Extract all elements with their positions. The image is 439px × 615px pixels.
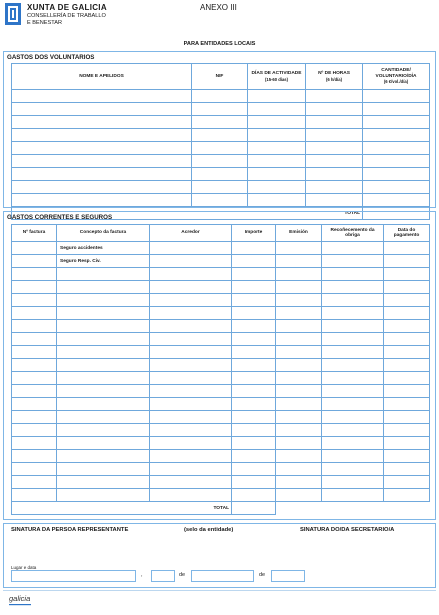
- col-nif-header: NIF: [192, 64, 248, 90]
- col-amount-header: Importe: [232, 225, 276, 242]
- col-name-header: NOME E APELIDOS: [12, 64, 192, 90]
- expense-cell[interactable]: [276, 242, 322, 255]
- expense-cell[interactable]: [150, 320, 232, 333]
- expense-cell[interactable]: [12, 463, 57, 476]
- volunteer-cell[interactable]: [306, 181, 363, 194]
- expense-cell[interactable]: [150, 255, 232, 268]
- col-issue-header: Emisión: [276, 225, 322, 242]
- expense-cell[interactable]: [12, 437, 57, 450]
- expense-cell[interactable]: [276, 307, 322, 320]
- expense-cell[interactable]: [276, 268, 322, 281]
- volunteer-cell[interactable]: [12, 90, 192, 103]
- volunteer-cell[interactable]: [248, 142, 306, 155]
- expense-cell[interactable]: [232, 424, 276, 437]
- expense-cell[interactable]: [12, 242, 57, 255]
- day-field[interactable]: [151, 570, 175, 582]
- volunteer-row: [12, 90, 430, 103]
- volunteer-cell[interactable]: [192, 194, 248, 207]
- expense-cell[interactable]: [322, 450, 384, 463]
- expense-row: [12, 476, 430, 489]
- volunteer-row: [12, 155, 430, 168]
- col-payment-date-header: Data do pagamento: [384, 225, 430, 242]
- expense-cell[interactable]: [232, 385, 276, 398]
- volunteer-cell[interactable]: [12, 103, 192, 116]
- expense-cell[interactable]: [232, 463, 276, 476]
- col-obligation-header: Recoñecemento da obriga: [322, 225, 384, 242]
- expense-cell[interactable]: [384, 307, 430, 320]
- expense-cell[interactable]: [384, 333, 430, 346]
- expense-cell[interactable]: [150, 398, 232, 411]
- volunteers-header-row: [12, 64, 430, 90]
- expense-cell[interactable]: [322, 424, 384, 437]
- expense-cell[interactable]: [384, 398, 430, 411]
- volunteer-cell[interactable]: [363, 129, 430, 142]
- secretary-signature-label: SINATURA DO/DA SECRETARIO/A: [300, 527, 395, 533]
- expense-cell[interactable]: [322, 307, 384, 320]
- volunteer-cell[interactable]: [248, 116, 306, 129]
- volunteer-cell[interactable]: [306, 142, 363, 155]
- expense-row: [12, 268, 430, 281]
- expense-cell[interactable]: [384, 320, 430, 333]
- expense-row: [12, 385, 430, 398]
- volunteer-cell[interactable]: [248, 155, 306, 168]
- expense-cell[interactable]: [232, 398, 276, 411]
- expense-cell[interactable]: [276, 424, 322, 437]
- place-date-label: Lugar e data: [11, 565, 37, 570]
- expense-cell[interactable]: [322, 398, 384, 411]
- comma-separator: ,: [141, 572, 143, 578]
- volunteer-cell[interactable]: [192, 155, 248, 168]
- footer-divider: [3, 590, 436, 591]
- expense-cell[interactable]: [150, 359, 232, 372]
- expense-cell[interactable]: [57, 333, 150, 346]
- expense-cell[interactable]: [150, 281, 232, 294]
- volunteer-cell[interactable]: [248, 194, 306, 207]
- expense-concept-prefilled[interactable]: Seguro Resp. Civ.: [57, 255, 150, 268]
- expense-cell[interactable]: [150, 372, 232, 385]
- expense-cell[interactable]: [12, 450, 57, 463]
- expense-cell[interactable]: [384, 424, 430, 437]
- expense-cell[interactable]: [322, 346, 384, 359]
- expense-cell[interactable]: [57, 411, 150, 424]
- expense-cell[interactable]: [57, 437, 150, 450]
- expense-row: [12, 489, 430, 502]
- expense-cell[interactable]: [57, 398, 150, 411]
- expense-cell[interactable]: [12, 333, 57, 346]
- expense-cell[interactable]: [150, 450, 232, 463]
- department-line-2: E BENESTAR: [27, 19, 63, 26]
- expense-cell[interactable]: [384, 281, 430, 294]
- expense-cell[interactable]: [12, 307, 57, 320]
- expense-row: [12, 411, 430, 424]
- expense-row: [12, 437, 430, 450]
- expense-cell[interactable]: [57, 476, 150, 489]
- expense-cell[interactable]: [232, 476, 276, 489]
- expense-cell[interactable]: [276, 398, 322, 411]
- volunteer-cell[interactable]: [363, 103, 430, 116]
- volunteer-cell[interactable]: [248, 90, 306, 103]
- expense-cell[interactable]: [232, 372, 276, 385]
- expense-cell[interactable]: [150, 307, 232, 320]
- expense-cell[interactable]: [150, 294, 232, 307]
- annex-title: ANEXO III: [200, 3, 237, 12]
- form-subtitle: PARA ENTIDADES LOCAIS: [183, 41, 256, 47]
- expense-cell[interactable]: [384, 359, 430, 372]
- expenses-header-row: [12, 225, 430, 242]
- expense-cell[interactable]: [322, 463, 384, 476]
- expense-cell[interactable]: [322, 489, 384, 502]
- volunteer-cell[interactable]: [12, 142, 192, 155]
- volunteer-cell[interactable]: [306, 90, 363, 103]
- expense-cell[interactable]: [57, 424, 150, 437]
- expense-cell[interactable]: [57, 450, 150, 463]
- expense-cell[interactable]: [384, 294, 430, 307]
- expense-cell[interactable]: [57, 307, 150, 320]
- volunteer-cell[interactable]: [363, 142, 430, 155]
- expense-cell[interactable]: [12, 346, 57, 359]
- galicia-logo: galicia: [9, 594, 31, 603]
- volunteer-row: [12, 194, 430, 207]
- expense-cell[interactable]: [322, 320, 384, 333]
- department-line-1: CONSELLERÍA DE TRABALLO: [27, 13, 106, 19]
- col-concept-header: Concepto da factura: [57, 225, 150, 242]
- expense-cell[interactable]: [276, 294, 322, 307]
- expense-cell[interactable]: [384, 476, 430, 489]
- volunteer-cell[interactable]: [363, 168, 430, 181]
- volunteer-cell[interactable]: [306, 194, 363, 207]
- expense-cell[interactable]: [276, 463, 322, 476]
- org-name: XUNTA DE GALICIA: [27, 3, 107, 12]
- expense-cell[interactable]: [322, 372, 384, 385]
- expense-cell[interactable]: [322, 385, 384, 398]
- expense-cell[interactable]: [276, 385, 322, 398]
- expense-cell[interactable]: [384, 242, 430, 255]
- expense-cell[interactable]: [384, 463, 430, 476]
- expense-cell[interactable]: [12, 268, 57, 281]
- expense-cell[interactable]: [150, 489, 232, 502]
- xunta-logo-icon: [5, 3, 21, 25]
- expenses-section-title: GASTOS CORRENTES E SEGUROS: [7, 214, 113, 221]
- volunteer-cell[interactable]: [306, 168, 363, 181]
- expenses-rows: [12, 242, 430, 502]
- expenses-total-field[interactable]: [232, 502, 276, 515]
- volunteers-rows: [12, 90, 430, 207]
- expense-row: [12, 294, 430, 307]
- de-separator-1: de: [179, 572, 186, 578]
- volunteer-cell[interactable]: [12, 155, 192, 168]
- col-invoice-number-header: Nº factura: [12, 225, 57, 242]
- expense-cell[interactable]: [232, 450, 276, 463]
- expense-cell[interactable]: [276, 476, 322, 489]
- expense-cell[interactable]: [232, 359, 276, 372]
- expense-cell[interactable]: [232, 242, 276, 255]
- expense-cell[interactable]: [57, 268, 150, 281]
- expenses-total-label: TOTAL: [12, 502, 232, 515]
- entity-seal-label: (selo da entidade): [184, 527, 234, 533]
- expense-row: [12, 255, 430, 268]
- expense-cell[interactable]: [232, 320, 276, 333]
- expense-cell[interactable]: [384, 268, 430, 281]
- expense-cell[interactable]: [150, 476, 232, 489]
- representative-signature-label: SINATURA DA PERSOA REPRESENTANTE: [11, 527, 129, 533]
- volunteer-cell[interactable]: [306, 103, 363, 116]
- volunteer-cell[interactable]: [306, 129, 363, 142]
- expense-cell[interactable]: [12, 411, 57, 424]
- department-name: [27, 13, 127, 26]
- volunteer-cell[interactable]: [192, 142, 248, 155]
- expense-row: [12, 242, 430, 255]
- col-creditor-header: Acredor: [150, 225, 232, 242]
- expense-cell[interactable]: [57, 346, 150, 359]
- expense-cell[interactable]: [57, 463, 150, 476]
- volunteer-cell[interactable]: [192, 90, 248, 103]
- expense-cell[interactable]: [57, 294, 150, 307]
- expense-cell[interactable]: [232, 255, 276, 268]
- expense-cell[interactable]: [57, 281, 150, 294]
- volunteer-row: [12, 181, 430, 194]
- volunteer-cell[interactable]: [192, 181, 248, 194]
- expense-cell[interactable]: [276, 346, 322, 359]
- expense-cell[interactable]: [232, 307, 276, 320]
- volunteer-row: [12, 103, 430, 116]
- de-separator-2: de: [259, 572, 266, 578]
- expense-cell[interactable]: [322, 281, 384, 294]
- expense-cell[interactable]: [12, 476, 57, 489]
- month-field[interactable]: [191, 570, 254, 582]
- volunteer-cell[interactable]: [363, 116, 430, 129]
- expense-cell[interactable]: [276, 411, 322, 424]
- expense-cell[interactable]: [322, 411, 384, 424]
- expense-cell[interactable]: [322, 268, 384, 281]
- expense-cell[interactable]: [150, 411, 232, 424]
- volunteer-cell[interactable]: [248, 168, 306, 181]
- expense-row: [12, 424, 430, 437]
- volunteer-cell[interactable]: [192, 116, 248, 129]
- volunteer-cell[interactable]: [12, 129, 192, 142]
- expense-cell[interactable]: [12, 424, 57, 437]
- volunteer-cell[interactable]: [248, 129, 306, 142]
- expenses-table: [11, 224, 430, 515]
- volunteer-cell[interactable]: [363, 90, 430, 103]
- expense-cell[interactable]: [232, 333, 276, 346]
- volunteer-cell[interactable]: [363, 181, 430, 194]
- expense-cell[interactable]: [232, 294, 276, 307]
- expense-row: [12, 372, 430, 385]
- expense-cell[interactable]: [384, 450, 430, 463]
- volunteer-cell[interactable]: [12, 116, 192, 129]
- expense-cell[interactable]: [384, 385, 430, 398]
- expense-cell[interactable]: [150, 333, 232, 346]
- expense-cell[interactable]: [276, 489, 322, 502]
- volunteer-cell[interactable]: [12, 168, 192, 181]
- expense-cell[interactable]: [232, 346, 276, 359]
- expense-cell[interactable]: [12, 294, 57, 307]
- volunteer-row: [12, 168, 430, 181]
- expense-cell[interactable]: [384, 346, 430, 359]
- year-field[interactable]: [271, 570, 305, 582]
- volunteers-section-title: GASTOS DOS VOLUNTARIOS: [7, 54, 95, 61]
- expense-cell[interactable]: [322, 333, 384, 346]
- expense-cell[interactable]: [276, 437, 322, 450]
- expense-cell[interactable]: [322, 255, 384, 268]
- expense-row: [12, 463, 430, 476]
- volunteer-cell[interactable]: [12, 181, 192, 194]
- expense-cell[interactable]: [322, 294, 384, 307]
- expense-cell[interactable]: [57, 489, 150, 502]
- place-field[interactable]: [11, 570, 136, 582]
- expense-cell[interactable]: [322, 437, 384, 450]
- volunteer-row: [12, 129, 430, 142]
- expense-row: [12, 307, 430, 320]
- expense-cell[interactable]: [57, 359, 150, 372]
- expense-cell[interactable]: [12, 281, 57, 294]
- volunteer-cell[interactable]: [192, 129, 248, 142]
- volunteer-row: [12, 142, 430, 155]
- expense-cell[interactable]: [384, 255, 430, 268]
- document-header: [0, 0, 439, 30]
- expense-cell[interactable]: [150, 385, 232, 398]
- expense-cell[interactable]: [12, 255, 57, 268]
- expense-row: [12, 398, 430, 411]
- volunteer-row: [12, 116, 430, 129]
- expense-cell[interactable]: [150, 268, 232, 281]
- expenses-total-blank: [276, 502, 430, 515]
- expense-cell[interactable]: [57, 385, 150, 398]
- expense-cell[interactable]: [232, 411, 276, 424]
- expense-cell[interactable]: [150, 242, 232, 255]
- expense-cell[interactable]: [12, 320, 57, 333]
- expense-row: [12, 320, 430, 333]
- expense-cell[interactable]: [322, 359, 384, 372]
- expense-cell[interactable]: [232, 437, 276, 450]
- expense-row: [12, 450, 430, 463]
- expense-concept-prefilled[interactable]: Seguro accidentes: [57, 242, 150, 255]
- expense-cell[interactable]: [57, 320, 150, 333]
- volunteer-cell[interactable]: [363, 194, 430, 207]
- expense-cell[interactable]: [150, 424, 232, 437]
- expense-row: [12, 359, 430, 372]
- volunteer-cell[interactable]: [12, 194, 192, 207]
- expense-cell[interactable]: [12, 359, 57, 372]
- expense-cell[interactable]: [322, 476, 384, 489]
- expense-cell[interactable]: [276, 255, 322, 268]
- volunteer-cell[interactable]: [192, 168, 248, 181]
- expense-cell[interactable]: [232, 268, 276, 281]
- expense-cell[interactable]: [150, 346, 232, 359]
- expense-cell[interactable]: [276, 359, 322, 372]
- volunteer-cell[interactable]: [192, 103, 248, 116]
- expense-cell[interactable]: [57, 372, 150, 385]
- col-amount-header: CANTIDADE/ VOLUNTARIO/DÍA (6 €/vol./día): [363, 64, 430, 90]
- expense-cell[interactable]: [276, 450, 322, 463]
- volunteer-cell[interactable]: [248, 103, 306, 116]
- expense-row: [12, 333, 430, 346]
- volunteer-cell[interactable]: [248, 181, 306, 194]
- volunteer-cell[interactable]: [306, 155, 363, 168]
- expense-cell[interactable]: [12, 385, 57, 398]
- volunteer-cell[interactable]: [306, 116, 363, 129]
- volunteers-table: [11, 63, 430, 220]
- col-hours-header: Nº DE HORAS (6 h/día): [306, 64, 363, 90]
- expense-cell[interactable]: [384, 489, 430, 502]
- expense-cell[interactable]: [150, 463, 232, 476]
- expense-cell[interactable]: [232, 281, 276, 294]
- volunteer-cell[interactable]: [363, 155, 430, 168]
- expense-cell[interactable]: [12, 489, 57, 502]
- expense-cell[interactable]: [322, 242, 384, 255]
- expense-cell[interactable]: [12, 398, 57, 411]
- col-days-header: DÍAS DE ACTIVIDADE (15-60 días): [248, 64, 306, 90]
- expense-row: [12, 346, 430, 359]
- expense-cell[interactable]: [384, 437, 430, 450]
- expense-cell[interactable]: [276, 281, 322, 294]
- expense-cell[interactable]: [384, 411, 430, 424]
- expense-cell[interactable]: [232, 489, 276, 502]
- expenses-total-row: [12, 502, 430, 515]
- expense-cell[interactable]: [12, 372, 57, 385]
- expense-cell[interactable]: [384, 372, 430, 385]
- expense-cell[interactable]: [276, 372, 322, 385]
- expense-row: [12, 281, 430, 294]
- volunteers-total-label: TOTAL: [12, 207, 363, 220]
- expense-cell[interactable]: [276, 320, 322, 333]
- galicia-logo-mark-icon: [9, 604, 31, 607]
- expense-cell[interactable]: [150, 437, 232, 450]
- expense-cell[interactable]: [276, 333, 322, 346]
